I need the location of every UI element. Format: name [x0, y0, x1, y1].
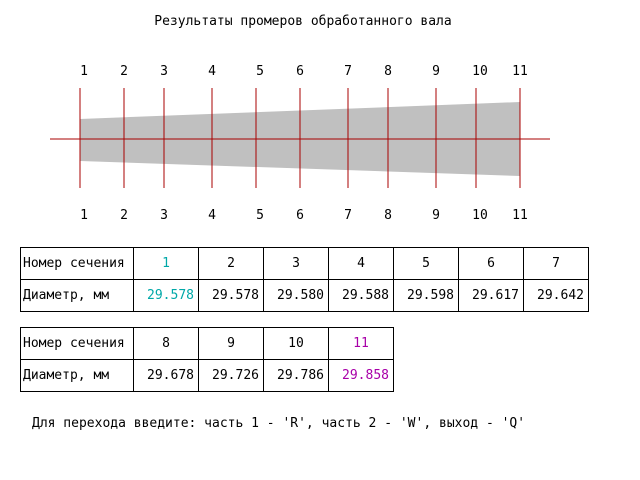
diameter-table-part2 — [20, 327, 394, 392]
row-header-section: Номер сечения — [21, 248, 134, 280]
section-cell: 11 — [329, 328, 394, 360]
row-header-diameter: Диаметр, мм — [21, 360, 134, 392]
section-label-bottom: 5 — [256, 208, 264, 223]
table-row-sections — [21, 328, 394, 360]
section-label-top: 11 — [512, 64, 528, 79]
section-cell: 10 — [264, 328, 329, 360]
section-label-bottom: 4 — [208, 208, 216, 223]
section-cell: 9 — [199, 328, 264, 360]
section-label-top: 7 — [344, 64, 352, 79]
section-label-bottom: 7 — [344, 208, 352, 223]
section-label-bottom: 3 — [160, 208, 168, 223]
diameter-cell: 29.642 — [524, 280, 589, 312]
section-label-top: 10 — [472, 64, 488, 79]
section-label-bottom: 11 — [512, 208, 528, 223]
section-label-bottom: 2 — [120, 208, 128, 223]
section-label-top: 4 — [208, 64, 216, 79]
page-title: Результаты промеров обработанного вала — [154, 14, 452, 29]
diameter-cell: 29.578 — [199, 280, 264, 312]
section-cell: 1 — [134, 248, 199, 280]
section-label-top: 8 — [384, 64, 392, 79]
diameter-cell: 29.786 — [264, 360, 329, 392]
section-label-bottom: 1 — [80, 208, 88, 223]
diameter-cell: 29.617 — [459, 280, 524, 312]
section-label-top: 3 — [160, 64, 168, 79]
diameter-cell: 29.578 — [134, 280, 199, 312]
navigation-hint: Для перехода введите: часть 1 - 'R', часть 2 - 'W', выход - 'Q' — [32, 416, 526, 431]
diameter-cell: 29.588 — [329, 280, 394, 312]
section-cell: 2 — [199, 248, 264, 280]
section-cell: 3 — [264, 248, 329, 280]
section-label-top: 6 — [296, 64, 304, 79]
section-label-top: 1 — [80, 64, 88, 79]
row-header-section: Номер сечения — [21, 328, 134, 360]
section-cell: 6 — [459, 248, 524, 280]
diameter-table-part1 — [20, 247, 589, 312]
section-cell: 5 — [394, 248, 459, 280]
section-label-top: 5 — [256, 64, 264, 79]
section-label-bottom: 8 — [384, 208, 392, 223]
diameter-cell: 29.858 — [329, 360, 394, 392]
table-row-diameters — [21, 280, 589, 312]
section-label-bottom: 6 — [296, 208, 304, 223]
diameter-cell: 29.678 — [134, 360, 199, 392]
table-row-sections — [21, 248, 589, 280]
section-label-bottom: 9 — [432, 208, 440, 223]
table-row-diameters — [21, 360, 394, 392]
section-cell: 4 — [329, 248, 394, 280]
section-label-top: 9 — [432, 64, 440, 79]
section-label-bottom: 10 — [472, 208, 488, 223]
section-cell: 8 — [134, 328, 199, 360]
diameter-cell: 29.598 — [394, 280, 459, 312]
row-header-diameter: Диаметр, мм — [21, 280, 134, 312]
diameter-cell: 29.580 — [264, 280, 329, 312]
section-cell: 7 — [524, 248, 589, 280]
diameter-cell: 29.726 — [199, 360, 264, 392]
section-label-top: 2 — [120, 64, 128, 79]
